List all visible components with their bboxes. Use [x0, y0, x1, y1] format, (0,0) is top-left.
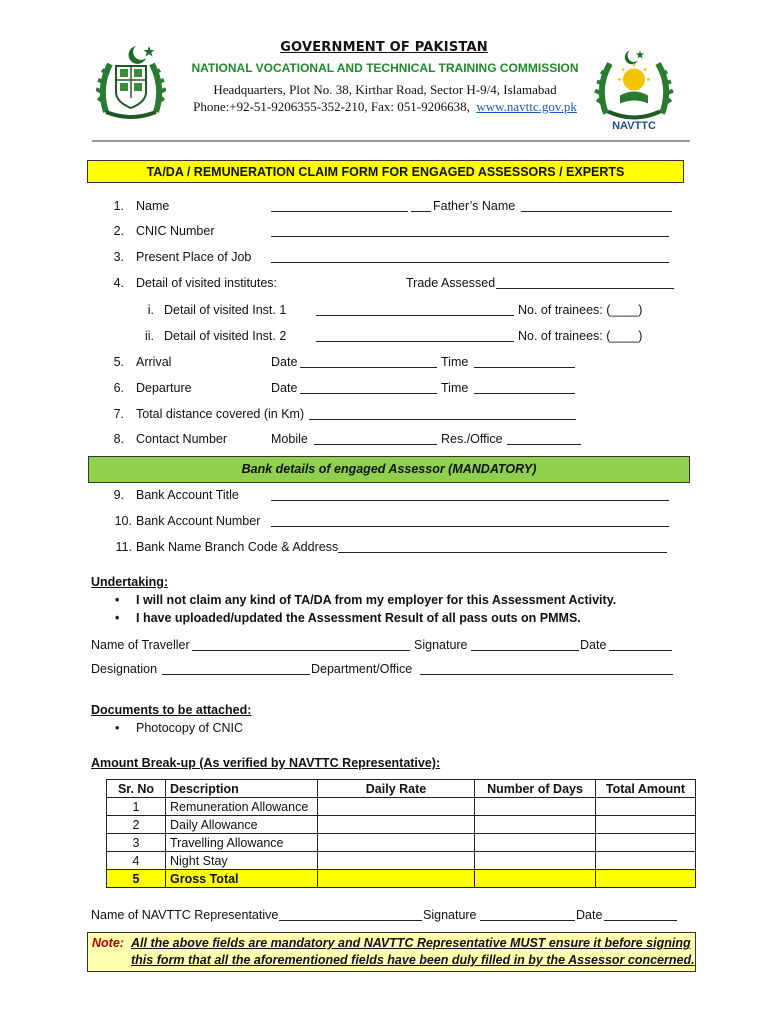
- total-cell[interactable]: [596, 798, 696, 816]
- cnic-field[interactable]: [271, 226, 669, 237]
- header-divider: [92, 140, 690, 142]
- bank-account-title-field[interactable]: [271, 490, 669, 501]
- daily-rate-cell[interactable]: [318, 816, 475, 834]
- total-cell[interactable]: [596, 816, 696, 834]
- undertaking-heading: Undertaking:: [91, 575, 169, 589]
- note-label: Note:: [92, 936, 124, 950]
- traveller-date-label: Date: [580, 638, 607, 652]
- bullet-icon: •: [115, 611, 120, 625]
- res-office-field[interactable]: [507, 434, 581, 445]
- representative-date-label: Date: [576, 908, 603, 922]
- daily-rate-cell[interactable]: [318, 798, 475, 816]
- days-cell[interactable]: [475, 834, 596, 852]
- visited-institutes-label: Detail of visited institutes:: [136, 276, 278, 290]
- table-row: [107, 798, 696, 816]
- gross-total-row: [107, 870, 696, 888]
- designation-field[interactable]: [162, 664, 310, 675]
- bank-name-branch-label: Bank Name Branch Code & Address: [136, 540, 339, 554]
- table-row: [107, 834, 696, 852]
- bank-name-branch-field[interactable]: [338, 542, 667, 553]
- trade-assessed-label: Trade Assessed: [406, 276, 496, 290]
- table-row: [107, 852, 696, 870]
- place-of-job-field[interactable]: [271, 252, 669, 263]
- traveller-name-label: Name of Traveller: [91, 638, 190, 652]
- name-field[interactable]: [271, 201, 408, 212]
- traveller-signature-label: Signature: [414, 638, 468, 652]
- place-of-job-label: Present Place of Job: [136, 250, 252, 264]
- commission-name: NATIONAL VOCATIONAL AND TECHNICAL TRAINING COMMISSION: [191, 61, 579, 75]
- arrival-time-label: Time: [441, 355, 469, 369]
- father-name-prefix-line: [411, 201, 431, 212]
- amount-heading: Amount Break-up (As verified by NAVTTC Representative):: [91, 756, 441, 770]
- column-header: Sr. No: [107, 780, 166, 798]
- mobile-label: Mobile: [271, 432, 308, 446]
- document-item-1: Photocopy of CNIC: [136, 721, 243, 735]
- father-name-field[interactable]: [521, 201, 672, 212]
- traveller-name-field[interactable]: [192, 640, 410, 651]
- field-number: 8.: [113, 432, 124, 446]
- name-label: Name: [136, 199, 170, 213]
- description-cell: Night Stay: [166, 852, 318, 870]
- distance-field[interactable]: [309, 409, 576, 420]
- traveller-date-field[interactable]: [609, 640, 672, 651]
- institute-2-field[interactable]: [316, 331, 514, 342]
- departure-label: Departure: [136, 381, 192, 395]
- website-link[interactable]: www.navttc.gov.pk: [476, 99, 577, 114]
- field-number: 9.: [113, 488, 124, 502]
- note-line-2: this form that all the aforementioned fields have been duly filled in by the Assessor concerned.: [131, 953, 695, 967]
- contact-number-label: Contact Number: [136, 432, 228, 446]
- documents-heading: Documents to be attached:: [91, 703, 252, 717]
- field-number: i.: [147, 303, 154, 317]
- description-cell: Gross Total: [166, 870, 318, 888]
- institute-1-label: Detail of visited Inst. 1: [164, 303, 287, 317]
- sr-no-cell: 5: [107, 870, 166, 888]
- table-header-row: [107, 780, 696, 798]
- cnic-label: CNIC Number: [136, 224, 215, 238]
- phone-fax: Phone:+92-51-9206355-352-210, Fax: 051-9206638,: [193, 99, 470, 114]
- bullet-icon: •: [115, 721, 120, 735]
- father-name-label: Father’s Name: [433, 199, 516, 213]
- daily-rate-cell[interactable]: [318, 852, 475, 870]
- field-number: 5.: [113, 355, 124, 369]
- field-number: 4.: [113, 276, 124, 290]
- field-number: 7.: [113, 407, 124, 421]
- arrival-time-field[interactable]: [474, 357, 575, 368]
- field-number: 10.: [114, 514, 132, 528]
- traveller-signature-field[interactable]: [471, 640, 579, 651]
- field-number: 3.: [113, 250, 124, 264]
- headquarters-address: Headquarters, Plot No. 38, Kirthar Road, Sector H-9/4, Islamabad: [213, 82, 557, 97]
- field-number: ii.: [144, 329, 154, 343]
- sr-no-cell: 1: [107, 798, 166, 816]
- representative-date-field[interactable]: [604, 910, 677, 921]
- total-cell[interactable]: [596, 870, 696, 888]
- sr-no-cell: 4: [107, 852, 166, 870]
- description-cell: Remuneration Allowance: [166, 798, 318, 816]
- description-cell: Travelling Allowance: [166, 834, 318, 852]
- field-number: 11.: [115, 540, 132, 554]
- daily-rate-cell[interactable]: [318, 834, 475, 852]
- departure-time-label: Time: [441, 381, 469, 395]
- field-number: 2.: [113, 224, 124, 238]
- days-cell[interactable]: [475, 816, 596, 834]
- sr-no-cell: 2: [107, 816, 166, 834]
- bullet-icon: •: [115, 593, 120, 607]
- designation-label: Designation: [91, 662, 158, 676]
- departure-date-field[interactable]: [300, 383, 437, 394]
- navttc-wordmark: NAVTTC: [612, 120, 656, 132]
- department-label: Department/Office: [311, 662, 413, 676]
- government-title: GOVERNMENT OF PAKISTAN: [280, 40, 488, 55]
- amount-breakup-table: [106, 779, 696, 888]
- arrival-date-field[interactable]: [300, 357, 437, 368]
- days-cell[interactable]: [475, 852, 596, 870]
- representative-signature-field[interactable]: [480, 910, 575, 921]
- arrival-date-label: Date: [271, 355, 298, 369]
- arrival-label: Arrival: [136, 355, 172, 369]
- field-number: 1.: [113, 199, 124, 213]
- undertaking-item-1: I will not claim any kind of TA/DA from my employer for this Assessment Activity.: [136, 593, 617, 607]
- daily-rate-cell[interactable]: [318, 870, 475, 888]
- institute-1-trainees[interactable]: No. of trainees: (____): [518, 303, 643, 317]
- departure-time-field[interactable]: [474, 383, 575, 394]
- institute-2-label: Detail of visited Inst. 2: [164, 329, 287, 343]
- total-cell[interactable]: [596, 852, 696, 870]
- days-cell[interactable]: [475, 798, 596, 816]
- department-field[interactable]: [420, 664, 673, 675]
- bank-details-banner: Bank details of engaged Assessor (MANDATORY): [88, 456, 690, 483]
- contact-line: [190, 99, 580, 115]
- representative-name-field[interactable]: [279, 910, 422, 921]
- mobile-field[interactable]: [314, 434, 437, 445]
- note-line-1: All the above fields are mandatory and NAVTTC Representative MUST ensure it before signing: [131, 936, 691, 950]
- column-header: Description: [166, 780, 318, 798]
- departure-date-label: Date: [271, 381, 298, 395]
- column-header: Total Amount: [596, 780, 696, 798]
- column-header: Number of Days: [475, 780, 596, 798]
- column-header: Daily Rate: [318, 780, 475, 798]
- distance-label: Total distance covered (in Km): [136, 407, 305, 421]
- institute-2-trainees[interactable]: No. of trainees: (____): [518, 329, 643, 343]
- undertaking-item-2: I have uploaded/updated the Assessment Result of all pass outs on PMMS.: [136, 611, 581, 625]
- representative-signature-label: Signature: [423, 908, 477, 922]
- field-number: 6.: [113, 381, 124, 395]
- form-title: TA/DA / REMUNERATION CLAIM FORM FOR ENGAGED ASSESSORS / EXPERTS: [87, 160, 684, 183]
- representative-name-label: Name of NAVTTC Representative: [91, 908, 279, 922]
- bank-account-title-label: Bank Account Title: [136, 488, 239, 502]
- days-cell[interactable]: [475, 870, 596, 888]
- total-cell[interactable]: [596, 834, 696, 852]
- table-row: [107, 816, 696, 834]
- bank-account-number-label: Bank Account Number: [136, 514, 261, 528]
- bank-account-number-field[interactable]: [271, 516, 669, 527]
- institute-1-field[interactable]: [316, 305, 514, 316]
- sr-no-cell: 3: [107, 834, 166, 852]
- res-office-label: Res./Office: [441, 432, 503, 446]
- description-cell: Daily Allowance: [166, 816, 318, 834]
- trade-assessed-field[interactable]: [496, 278, 674, 289]
